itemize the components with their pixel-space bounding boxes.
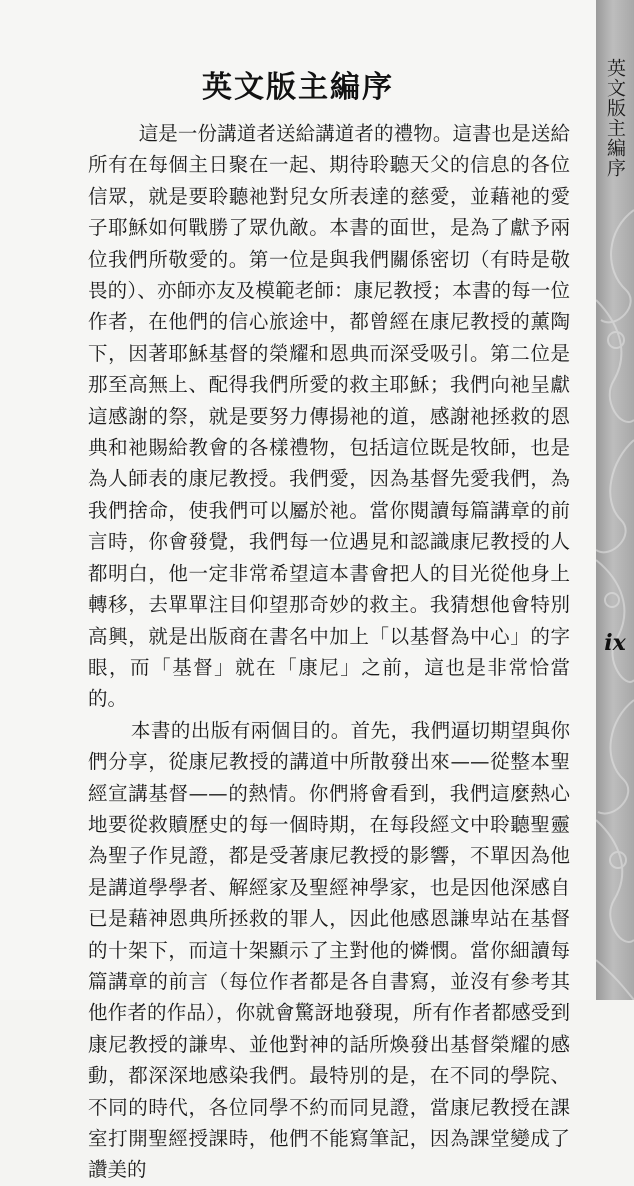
- chapter-side-tab: [596, 0, 634, 1000]
- page-title: 英文版主編序: [202, 70, 394, 105]
- body-text: [88, 118, 570, 1186]
- side-tab-label: 英文版主編序: [604, 58, 626, 178]
- page-number: ix: [604, 630, 626, 656]
- paragraph-1: 這是一份講道者送給講道者的禮物。這書也是送給所有在每個主日聚在一起、期待聆聽天父的信息的各位信眾，就是要聆聽祂對兒女所表達的慈愛，並藉祂的愛子耶穌如何戰勝了眾仇敵。本書的面世，是為了獻予兩位我們所敬愛的。第一位是與我們關係密切（有時是敬畏的）、亦師亦友及模範老師：康尼教授；本書的每一位作者，在他們的信心旅途中，都曾經在康尼教授的薰陶下，因著耶穌基督的榮耀和恩典而深受吸引。第二位是那至高無上、配得我們所愛的救主耶穌；我們向祂呈獻這感謝的祭，就是要努力傳揚祂的道，感謝祂拯救的恩典和祂賜給教會的各樣禮物，包括這位既是牧師，也是為人師表的康尼教授。我們愛，因為基督先愛我們，為我們捨命，使我們可以屬於祂。當你閱讀每篇講章的前言時，你會發覺，我們每一位遇見和認識康尼教授的人都明白，他一定非常希望這本書會把人的目光從他身上轉移，去單單注目仰望那奇妙的救主。我猜想他會特別高興，就是出版商在書名中加上「以基督為中心」的字眼，而「基督」就在「康尼」之前，這也是非常恰當的。: [88, 122, 570, 711]
- paragraph-2: 本書的出版有兩個目的。首先，我們逼切期望與你們分享，從康尼教授的講道中所散發出來——從整本聖經宣講基督——的熱情。你們將會看到，我們這麼熱心地要從救贖歷史的每一個時期，在每段經文中聆聽聖靈為聖子作見證，都是受著康尼教授的影響，不單因為他是講道學學者、解經家及聖經神學家，也是因他深感自已是藉神恩典所拯救的罪人，因此他感恩謙卑站在基督的十架下，而這十架顯示了主對他的憐憫。當你細讀每篇講章的前言（每位作者都是各自書寫，並沒有參考其他作者的作品），你就會驚訝地發現，所有作者都感受到康尼教授的謙卑、並他對神的話所煥發出基督榮耀的感動，都深深地感染我們。最特別的是，在不同的學院、不同的時代，各位同學不約而同見證，當康尼教授在課室打開聖經授課時，他們不能寫筆記，因為課堂變成了讚美的: [88, 718, 570, 1182]
